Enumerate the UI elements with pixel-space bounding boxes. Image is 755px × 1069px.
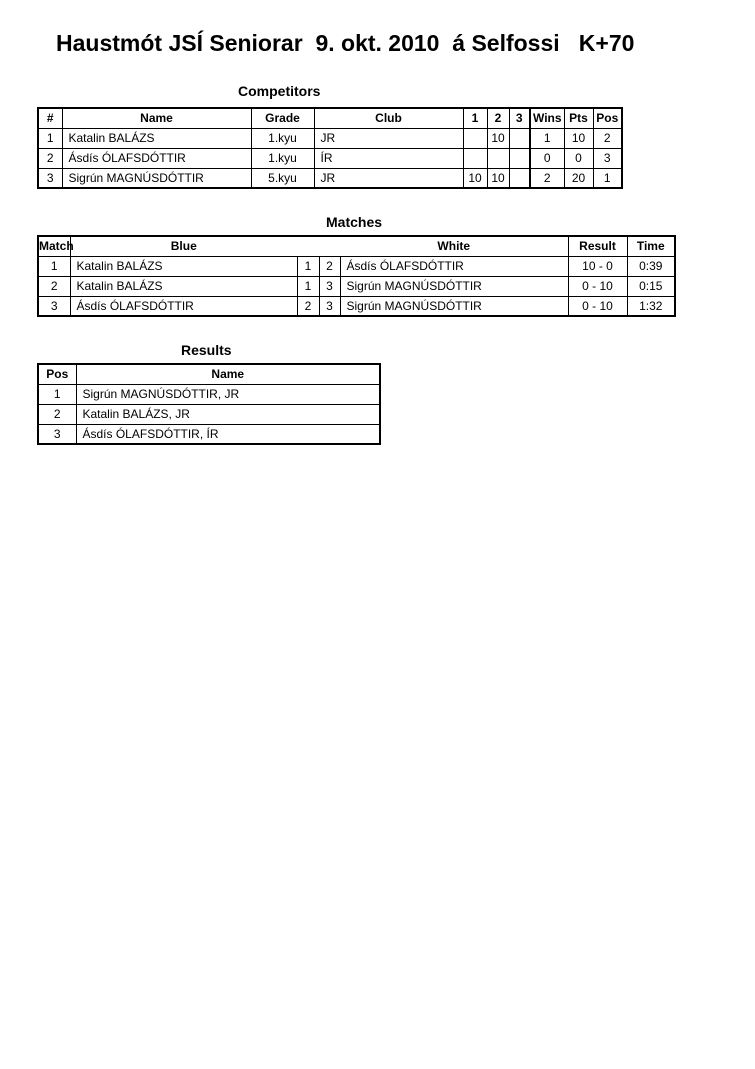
match-white-name: Sigrún MAGNÚSDÓTTIR xyxy=(340,276,568,296)
col-header-match: Match xyxy=(38,236,70,256)
col-header-blue: Blue xyxy=(70,236,297,256)
competitor-pos: 3 xyxy=(593,148,622,168)
score-vs-1 xyxy=(463,128,487,148)
match-result: 0 - 10 xyxy=(568,296,627,316)
results-header-row xyxy=(38,364,380,384)
competitor-name: Sigrún MAGNÚSDÓTTIR xyxy=(62,168,251,188)
col-header-pos: Pos xyxy=(38,364,76,384)
match-number: 2 xyxy=(38,276,70,296)
col-header-club: Club xyxy=(314,108,463,128)
col-header-1: 1 xyxy=(463,108,487,128)
match-white-number: 2 xyxy=(319,256,340,276)
results-table xyxy=(37,363,381,445)
competitor-grade: 1.kyu xyxy=(251,128,314,148)
col-header-3: 3 xyxy=(509,108,530,128)
match-number: 1 xyxy=(38,256,70,276)
col-header-blue-number xyxy=(297,236,319,256)
competitor-name: Katalin BALÁZS xyxy=(62,128,251,148)
competitor-wins: 0 xyxy=(530,148,564,168)
competitor-club: JR xyxy=(314,128,463,148)
competitor-pos: 1 xyxy=(593,168,622,188)
match-time: 0:39 xyxy=(627,256,675,276)
score-vs-2: 10 xyxy=(487,128,509,148)
score-vs-3 xyxy=(509,128,530,148)
table-row xyxy=(38,384,380,404)
competitor-name: Ásdís ÓLAFSDÓTTIR xyxy=(62,148,251,168)
competitor-grade: 5.kyu xyxy=(251,168,314,188)
col-header-pts: Pts xyxy=(564,108,593,128)
col-header-time: Time xyxy=(627,236,675,256)
col-header-number: # xyxy=(38,108,62,128)
competitor-number: 2 xyxy=(38,148,62,168)
competitor-number: 3 xyxy=(38,168,62,188)
score-vs-1 xyxy=(463,148,487,168)
matches-heading: Matches xyxy=(326,214,383,230)
col-header-2: 2 xyxy=(487,108,509,128)
competitors-header-row xyxy=(38,108,622,128)
result-name: Ásdís ÓLAFSDÓTTIR, ÍR xyxy=(76,424,380,444)
table-row xyxy=(38,148,622,168)
competitor-wins: 2 xyxy=(530,168,564,188)
col-header-white: White xyxy=(340,236,568,256)
competitors-table xyxy=(37,107,623,189)
table-row xyxy=(38,424,380,444)
match-result: 10 - 0 xyxy=(568,256,627,276)
table-row xyxy=(38,296,675,316)
match-blue-name: Katalin BALÁZS xyxy=(70,276,297,296)
match-blue-number: 2 xyxy=(297,296,319,316)
match-blue-name: Katalin BALÁZS xyxy=(70,256,297,276)
match-white-number: 3 xyxy=(319,276,340,296)
page-title: Haustmót JSÍ Seniorar 9. okt. 2010 á Selfossi K+70 xyxy=(56,30,635,56)
match-blue-number: 1 xyxy=(297,276,319,296)
col-header-name: Name xyxy=(62,108,251,128)
col-header-grade: Grade xyxy=(251,108,314,128)
competitor-pts: 20 xyxy=(564,168,593,188)
table-row xyxy=(38,168,622,188)
competitors-heading: Competitors xyxy=(238,83,321,99)
result-pos: 1 xyxy=(38,384,76,404)
result-name: Katalin BALÁZS, JR xyxy=(76,404,380,424)
competitor-grade: 1.kyu xyxy=(251,148,314,168)
score-vs-3 xyxy=(509,168,530,188)
competitor-pts: 10 xyxy=(564,128,593,148)
col-header-white-number xyxy=(319,236,340,256)
col-header-pos: Pos xyxy=(593,108,622,128)
table-row xyxy=(38,128,622,148)
table-row xyxy=(38,404,380,424)
match-white-number: 3 xyxy=(319,296,340,316)
competitor-club: JR xyxy=(314,168,463,188)
match-white-name: Ásdís ÓLAFSDÓTTIR xyxy=(340,256,568,276)
result-pos: 2 xyxy=(38,404,76,424)
match-result: 0 - 10 xyxy=(568,276,627,296)
results-heading: Results xyxy=(181,342,232,358)
matches-table xyxy=(37,235,676,317)
score-vs-1: 10 xyxy=(463,168,487,188)
match-blue-name: Ásdís ÓLAFSDÓTTIR xyxy=(70,296,297,316)
col-header-result: Result xyxy=(568,236,627,256)
match-time: 1:32 xyxy=(627,296,675,316)
competitor-club: ÍR xyxy=(314,148,463,168)
match-white-name: Sigrún MAGNÚSDÓTTIR xyxy=(340,296,568,316)
result-pos: 3 xyxy=(38,424,76,444)
table-row xyxy=(38,276,675,296)
match-time: 0:15 xyxy=(627,276,675,296)
result-name: Sigrún MAGNÚSDÓTTIR, JR xyxy=(76,384,380,404)
competitor-number: 1 xyxy=(38,128,62,148)
col-header-wins: Wins xyxy=(530,108,564,128)
col-header-name: Name xyxy=(76,364,380,384)
competitor-pts: 0 xyxy=(564,148,593,168)
score-vs-2: 10 xyxy=(487,168,509,188)
score-vs-2 xyxy=(487,148,509,168)
match-blue-number: 1 xyxy=(297,256,319,276)
match-number: 3 xyxy=(38,296,70,316)
competitor-wins: 1 xyxy=(530,128,564,148)
table-row xyxy=(38,256,675,276)
competitor-pos: 2 xyxy=(593,128,622,148)
matches-header-row xyxy=(38,236,675,256)
score-vs-3 xyxy=(509,148,530,168)
